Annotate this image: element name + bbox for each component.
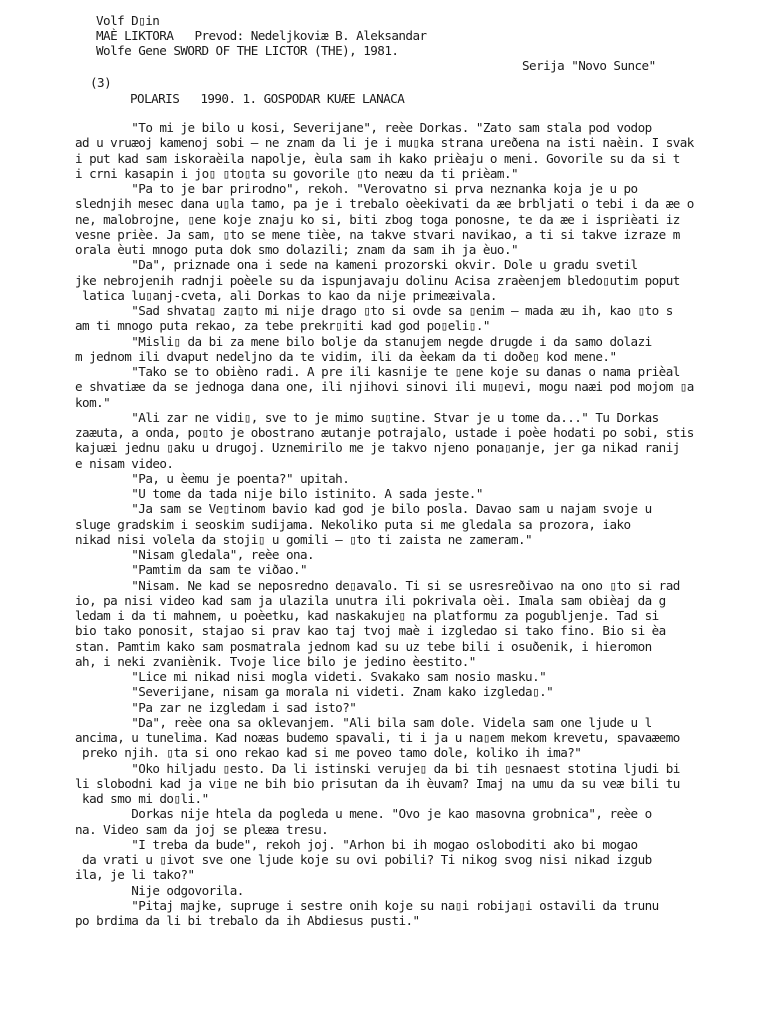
body-line: "U tome da tada nije bilo istinito. A sada jeste.": [75, 486, 483, 501]
body-line: ledam i da ti mahnem, u poèetku, kad naskakuje▯ na platformu za pogubljenje. Tad si: [75, 608, 659, 623]
body-line: i put kad sam iskoraèila napolje, èula sam ih kako prièaju o meni. Govorile su da si t: [75, 150, 680, 166]
publisher-line: POLARIS 1990. 1. GOSPODAR KUÆE LANACA: [130, 91, 405, 106]
body-line: jke nebrojenih radnji poèele su da ispunjavaju dolinu Acisa zraèenjem bledo▯utim poput: [75, 272, 680, 288]
body-line: li slobodni kad ja vi▯e ne bih bio prisutan da ih èuvam? Imaj na umu da su veæ bili tu: [75, 775, 680, 791]
body-line: sluge gradskim i seoskim sudijama. Nekoliko puta si me gledala sa prozora, iako: [75, 516, 631, 532]
body-line: zaæuta, a onda, po▯to je obostrano æutanje potrajalo, ustade i poèe hodati po sobi, stis: [75, 425, 694, 440]
body-line: ila, je li tako?": [75, 867, 195, 883]
body-line: m jednom ili dvaput nedeljno da te vidim, ili da èekam da ti doðe▯ kod mene.": [75, 348, 617, 364]
body-line: "Pa, u èemu je poenta?" upitah.: [75, 470, 350, 486]
body-line: "Nisam. Ne kad se neposredno de▯avalo. Ti si se usresreðivao na ono ▯to si rad: [75, 577, 680, 593]
volume-marker: (3): [90, 75, 112, 90]
body-line: slednjih mesec dana u▯la tamo, pa je i trebalo oèekivati da æe brbljati o tebi i da æe o: [75, 196, 694, 212]
body-line: "Nisam gledala", reèe ona.: [75, 547, 315, 562]
body-line: vesne prièe. Ja sam, ▯to se mene tièe, na takve stvari navikao, a ti si takve izraze m: [75, 226, 680, 242]
body-line: "Oko hiljadu ▯esto. Da li istinski veruje▯ da bi tih ▯esnaest stotina ljudi bi: [75, 760, 680, 776]
body-line: "Lice mi nikad nisi mogla videti. Svakako sam nosio masku.": [75, 669, 547, 684]
body-line: kom.": [75, 394, 111, 410]
body-line: i crni kasapin i jo▯ ▯to▯ta su govorile ▯to neæu da ti prièam.": [75, 165, 519, 181]
body-line: "Pa zar ne izgledam i sad isto?": [75, 699, 357, 715]
body-line: "I treba da bude", rekoh joj. "Arhon bi ih mogao osloboditi ako bi mogao: [75, 836, 638, 852]
body-line: e shvatiæe da se jednoga dana one, ili njihovi sinovi ili mu▯evi, mogu naæi pod mojom ▯a: [75, 379, 694, 395]
body-line: po brdima da li bi trebalo da ih Abdiesus pusti.": [75, 913, 420, 928]
body-line: "Tako se to obièno radi. A pre ili kasnije te ▯ene koje su danas o nama prièal: [75, 364, 680, 379]
body-line: kad smo mi do▯li.": [75, 791, 209, 806]
body-line: orala èuti mnogo puta dok smo dolazili; znam da sam ih ja èuo.": [75, 242, 519, 257]
body-line: na. Video sam da joj se pleæa tresu.: [75, 821, 329, 837]
body-line: nikad nisi volela da stoji▯ u gomili – ▯to ti zaista ne zameram.": [75, 531, 533, 547]
body-line: ancima, u tunelima. Kad noæas budemo spavali, ti i ja u na▯em mekom krevetu, spavaæemo: [75, 730, 680, 745]
body-line: kajuæi jednu ▯aku u drugoj. Uznemirilo me je takvo njeno pona▯anje, jer ga nikad ranij: [75, 440, 680, 456]
body-line: latica lu▯anj-cveta, ali Dorkas to kao da nije primeæivala.: [75, 287, 497, 303]
body-line: Dorkas nije htela da pogleda u mene. "Ovo je kao masovna grobnica", reèe o: [75, 806, 652, 822]
body-line: ne, malobrojne, ▯ene koje znaju ko si, biti zbog toga ponosne, te da æe i isprièati iz: [75, 211, 680, 227]
body-line: ah, i neki zvaniènik. Tvoje lice bilo je jedino èestito.": [75, 653, 476, 669]
body-line: e nisam video.: [75, 455, 174, 471]
body-line: "Misli▯ da bi za mene bilo bolje da stanujem negde drugde i da samo dolazi: [75, 333, 652, 349]
body-line: "Pamtim da sam te viðao.": [75, 562, 308, 578]
body-line: ad u vruæoj kamenoj sobi – ne znam da li je i mu▯ka strana ureðena na isti naèin. I svak: [75, 135, 694, 151]
title-line: MAÈ LIKTORA Prevod: Nedeljkoviæ B. Aleksandar: [96, 28, 427, 43]
body-line: "Pitaj majke, supruge i sestre onih koje su na▯i robija▯i ostavili da trunu: [75, 897, 659, 913]
body-line: "Sad shvata▯ za▯to mi nije drago ▯to si ovde sa ▯enim – mada æu ih, kao ▯to s: [75, 303, 673, 318]
body-line: "To mi je bilo u kosi, Severijane", reèe Dorkas. "Zato sam stala pod vodop: [75, 120, 652, 135]
body-line: "Severijane, nisam ga morala ni videti. Znam kako izgleda▯.": [75, 684, 554, 700]
body-line: Nije odgovorila.: [75, 882, 244, 898]
body-line: "Ali zar ne vidi▯, sve to je mimo su▯tine. Stvar je u tome da..." Tu Dorkas: [75, 409, 659, 425]
body-line: "Ja sam se Ve▯tinom bavio kad god je bilo posla. Davao sam u najam svoje u: [75, 501, 652, 517]
body-line: preko njih. ▯ta si ono rekao kad si me poveo tamo dole, koliko ih ima?": [75, 745, 582, 761]
original-title-line: Wolfe Gene SWORD OF THE LICTOR (THE), 1981.: [96, 43, 399, 58]
body-line: stan. Pamtim kako sam posmatrala jednom kad su uz tebe bili i osuðenik, i hieromon: [75, 638, 652, 654]
author-line: Volf D▯in: [96, 13, 160, 28]
body-line: bio tako ponosit, stajao si prav kao taj tvoj maè i izgledao si tako fino. Bio si èa: [75, 623, 666, 639]
series-line: Serija "Novo Sunce": [522, 58, 656, 73]
body-line: "Pa to je bar prirodno", rekoh. "Verovatno si prva neznanka koja je u po: [75, 181, 638, 196]
body-line: "Da", priznade ona i sede na kameni prozorski okvir. Dole u gradu svetil: [75, 257, 638, 273]
body-line: io, pa nisi video kad sam ja ulazila unutra ili pokrivala oèi. Imala sam obièaj da g: [75, 592, 666, 608]
body-line: "Da", reèe ona sa oklevanjem. "Ali bila sam dole. Videla sam one ljude u l: [75, 714, 652, 730]
body-line: da vrati u ▯ivot sve one ljude koje su ovi pobili? Ti nikog svog nisi nikad izgub: [75, 852, 652, 867]
body-line: am ti mnogo puta rekao, za tebe prekr▯iti kad god po▯eli▯.": [75, 318, 490, 334]
